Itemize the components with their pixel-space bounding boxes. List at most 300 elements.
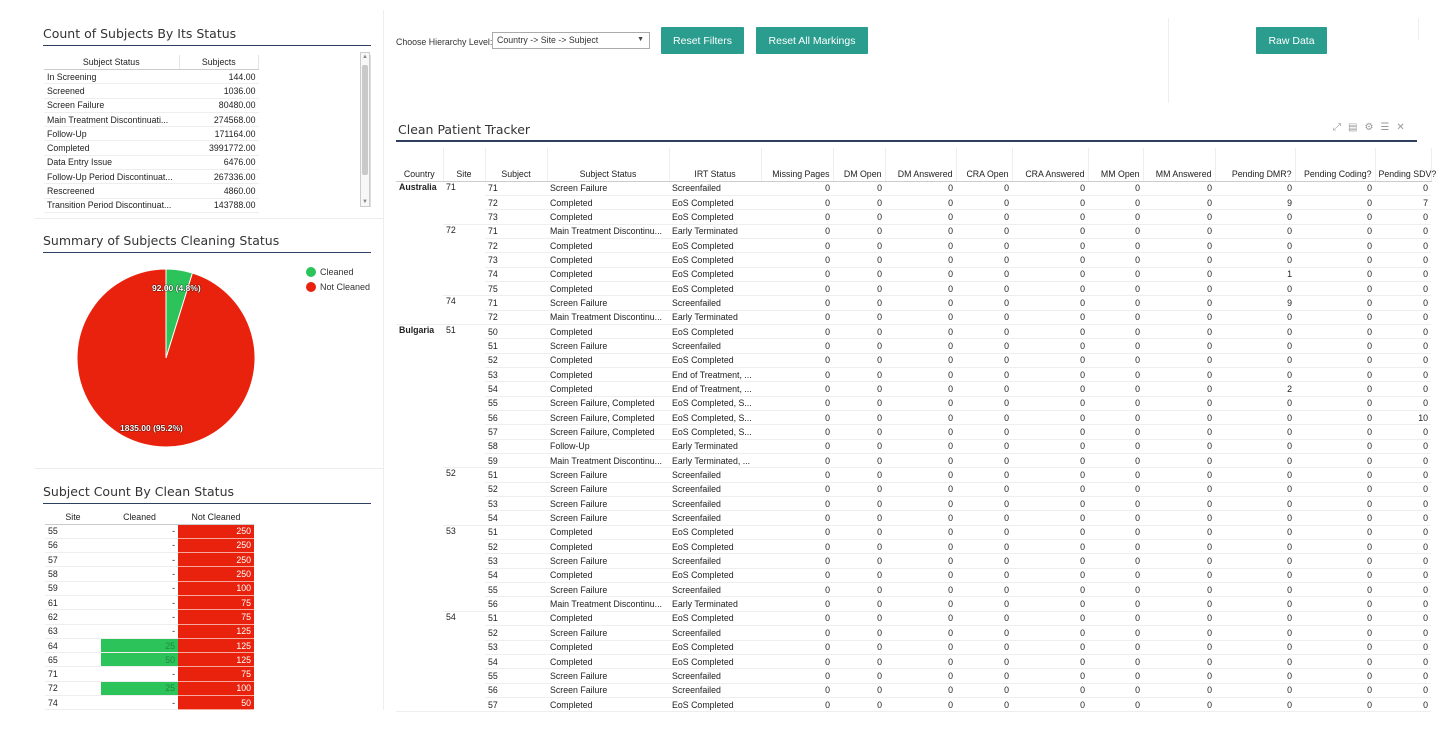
legend-item-cleaned[interactable]: [306, 264, 370, 279]
table-cell: Screenfailed: [669, 482, 761, 496]
clean-row[interactable]: [45, 681, 254, 695]
tracker-col-header[interactable]: IRT Status: [669, 148, 761, 181]
table-cell: [396, 425, 443, 439]
table-cell: 75: [485, 281, 547, 295]
table-cell: 0: [833, 640, 885, 654]
table-cell: 0: [1375, 267, 1431, 281]
table-cell: 0: [833, 425, 885, 439]
table-cell: [443, 396, 485, 410]
table-cell: Completed: [547, 324, 669, 338]
table-cell: 0: [885, 238, 956, 252]
table-cell: 0: [1375, 310, 1431, 324]
status-row[interactable]: [44, 198, 259, 212]
table-cell: Completed: [547, 640, 669, 654]
table-cell: 0: [1375, 640, 1431, 654]
scroll-up-icon[interactable]: ▲: [362, 54, 368, 60]
table-cell: 0: [1375, 382, 1431, 396]
table-row[interactable]: [396, 353, 1431, 367]
clean-row[interactable]: [45, 524, 254, 538]
table-cell: 0: [1143, 568, 1215, 582]
table-cell: 0: [1088, 554, 1143, 568]
table-cell: 0: [1012, 396, 1088, 410]
table-cell: 57: [485, 425, 547, 439]
table-row[interactable]: [396, 540, 1431, 554]
chevron-down-icon: ▼: [637, 36, 644, 43]
table-row[interactable]: [396, 497, 1431, 511]
hierarchy-select[interactable]: [492, 32, 650, 49]
table-cell: 0: [956, 597, 1012, 611]
table-cell: 0: [956, 439, 1012, 453]
table-cell: 54: [446, 611, 456, 622]
clean-row[interactable]: [45, 653, 254, 667]
table-cell: 0: [833, 267, 885, 281]
clean-row[interactable]: [45, 595, 254, 609]
table-cell: Screen Failure: [547, 626, 669, 640]
table-cell: 0: [1215, 367, 1295, 381]
clean-row[interactable]: [45, 610, 254, 624]
table-cell: 0: [1012, 611, 1088, 625]
subjects-count-cell: 4860.00: [179, 184, 259, 198]
status-table-scrollbar[interactable]: [360, 52, 370, 207]
clean-table: [45, 510, 254, 710]
table-cell: 53: [485, 367, 547, 381]
table-cell: 0: [1143, 238, 1215, 252]
status-name-cell: Completed: [44, 141, 179, 155]
scrollbar-thumb[interactable]: [362, 65, 368, 175]
table-row[interactable]: [396, 468, 1431, 482]
table-cell: 0: [956, 339, 1012, 353]
table-row[interactable]: [396, 439, 1431, 453]
table-row[interactable]: [396, 697, 1431, 711]
table-cell: Main Treatment Discontinu...: [547, 310, 669, 324]
table-cell: Screen Failure, Completed: [547, 425, 669, 439]
table-cell: 0: [885, 583, 956, 597]
table-cell: 0: [1295, 238, 1375, 252]
table-cell: 0: [1295, 525, 1375, 539]
status-row[interactable]: [44, 98, 259, 112]
table-cell: 0: [885, 296, 956, 310]
table-cell: 53: [485, 640, 547, 654]
clean-panel: [43, 484, 371, 504]
table-cell: [443, 310, 485, 324]
table-cell: 0: [1088, 525, 1143, 539]
table-cell: End of Treatment, ...: [669, 367, 761, 381]
table-row[interactable]: [396, 583, 1431, 597]
subjects-col-header[interactable]: Subjects: [179, 55, 259, 70]
table-cell: 0: [956, 611, 1012, 625]
table-cell: 0: [1215, 626, 1295, 640]
status-col-header[interactable]: Subject Status: [44, 55, 179, 70]
table-cell: 0: [1295, 640, 1375, 654]
table-row[interactable]: [396, 683, 1431, 697]
table-row[interactable]: [396, 339, 1431, 353]
table-cell: [396, 568, 443, 582]
table-row[interactable]: [396, 611, 1431, 625]
status-row[interactable]: [44, 127, 259, 141]
table-cell: 0: [1375, 697, 1431, 711]
table-cell: [396, 267, 443, 281]
table-cell: [396, 683, 443, 697]
table-cell: 0: [833, 324, 885, 338]
table-cell: 0: [1295, 540, 1375, 554]
table-row[interactable]: [396, 454, 1431, 468]
table-cell: [443, 697, 485, 711]
table-cell: 0: [885, 540, 956, 554]
list-icon[interactable]: ☰: [1380, 122, 1390, 133]
table-cell: 0: [833, 281, 885, 295]
tracker-col-header[interactable]: DM Answered: [885, 148, 956, 181]
table-cell: 0: [885, 339, 956, 353]
table-cell: 0: [1375, 238, 1431, 252]
table-row[interactable]: [396, 669, 1431, 683]
table-cell: 0: [1375, 568, 1431, 582]
status-row[interactable]: [44, 70, 259, 84]
table-cell: 0: [956, 367, 1012, 381]
table-cell: Completed: [547, 281, 669, 295]
tracker-col-header[interactable]: MM Answered: [1143, 148, 1215, 181]
table-row[interactable]: [396, 482, 1431, 496]
tracker-col-header[interactable]: Site: [443, 148, 485, 181]
table-cell: 0: [761, 497, 833, 511]
table-row[interactable]: [396, 310, 1431, 324]
table-cell: Completed: [547, 697, 669, 711]
table-row[interactable]: [396, 238, 1431, 252]
table-row[interactable]: [396, 224, 1431, 238]
table-cell: EoS Completed: [669, 697, 761, 711]
table-cell: 58: [485, 439, 547, 453]
table-cell: 0: [1215, 310, 1295, 324]
table-cell: 0: [1295, 324, 1375, 338]
tracker-title: Clean Patient Tracker: [398, 122, 531, 137]
pie-legend: [306, 264, 370, 294]
table-cell: [443, 568, 485, 582]
table-cell: [396, 454, 443, 468]
tracker-col-header[interactable]: CRA Answered: [1012, 148, 1088, 181]
table-cell: 0: [885, 411, 956, 425]
clean-row[interactable]: [45, 538, 254, 552]
table-cell: 9: [1215, 195, 1295, 209]
table-cell: 0: [1012, 640, 1088, 654]
table-cell: End of Treatment, ...: [669, 382, 761, 396]
clean-row[interactable]: [45, 696, 254, 710]
table-cell: 0: [1088, 367, 1143, 381]
table-cell: [443, 511, 485, 525]
table-row[interactable]: [396, 525, 1431, 539]
pie-panel-title: Summary of Subjects Cleaning Status: [43, 233, 371, 253]
table-cell: [396, 540, 443, 554]
clean-row[interactable]: [45, 638, 254, 652]
table-row[interactable]: [396, 568, 1431, 582]
table-cell: 0: [1088, 511, 1143, 525]
table-cell: 0: [1375, 296, 1431, 310]
table-cell: 0: [956, 511, 1012, 525]
table-cell: 0: [761, 439, 833, 453]
status-name-cell: Data Entry Issue: [44, 155, 179, 169]
table-cell: 0: [1088, 181, 1143, 195]
table-cell: 0: [761, 654, 833, 668]
table-cell: [396, 210, 443, 224]
divider: [35, 468, 383, 469]
table-row[interactable]: [396, 425, 1431, 439]
table-row[interactable]: [396, 554, 1431, 568]
clean-row[interactable]: [45, 667, 254, 681]
table-cell: 0: [1375, 597, 1431, 611]
reset-all-markings-button[interactable]: Reset All Markings: [756, 27, 868, 54]
table-row[interactable]: [396, 511, 1431, 525]
table-cell: 0: [1215, 497, 1295, 511]
not-cleaned-cell: 125: [178, 638, 254, 652]
table-row[interactable]: [396, 640, 1431, 654]
table-cell: Completed: [547, 238, 669, 252]
table-row[interactable]: [396, 324, 1431, 338]
table-row[interactable]: [396, 210, 1431, 224]
table-cell: 0: [761, 353, 833, 367]
not-cleaned-cell: 250: [178, 524, 254, 538]
not-cleaned-cell: 75: [178, 667, 254, 681]
status-row[interactable]: [44, 155, 259, 169]
table-cell: Screen Failure: [547, 482, 669, 496]
table-cell: 52: [485, 540, 547, 554]
table-cell: 0: [833, 568, 885, 582]
table-cell: EoS Completed, S...: [669, 411, 761, 425]
table-cell: Main Treatment Discontinu...: [547, 597, 669, 611]
table-cell: Early Terminated, ...: [669, 454, 761, 468]
not-cleaned-cell: 250: [178, 567, 254, 581]
table-row[interactable]: [396, 654, 1431, 668]
status-row[interactable]: [44, 170, 259, 184]
table-cell: 0: [1012, 238, 1088, 252]
site-cell: 57: [45, 553, 101, 567]
table-cell: 0: [1088, 439, 1143, 453]
clean-row[interactable]: [45, 624, 254, 638]
table-cell: 0: [1143, 296, 1215, 310]
table-row[interactable]: [396, 253, 1431, 267]
table-cell: 0: [1012, 296, 1088, 310]
table-cell: [443, 669, 485, 683]
table-cell: 0: [833, 669, 885, 683]
pie-label-cleaned: 92.00 (4.8%): [152, 283, 201, 293]
table-cell: EoS Completed: [669, 640, 761, 654]
clean-row[interactable]: [45, 553, 254, 567]
clean-row[interactable]: [45, 581, 254, 595]
table-cell: 0: [1088, 310, 1143, 324]
table-cell: 0: [885, 626, 956, 640]
table-cell: Early Terminated: [669, 439, 761, 453]
tracker-col-header[interactable]: MM Open: [1088, 148, 1143, 181]
table-cell: [396, 281, 443, 295]
table-cell: 0: [1088, 210, 1143, 224]
table-cell: 0: [1143, 253, 1215, 267]
cleaned-cell: -: [101, 595, 178, 609]
table-row[interactable]: [396, 626, 1431, 640]
table-cell: Screenfailed: [669, 339, 761, 353]
table-cell: 0: [1295, 396, 1375, 410]
table-cell: 0: [1143, 611, 1215, 625]
table-cell: 0: [956, 195, 1012, 209]
table-cell: Completed: [547, 267, 669, 281]
table-cell: 0: [1012, 324, 1088, 338]
table-cell: 0: [1143, 324, 1215, 338]
table-cell: 55: [485, 396, 547, 410]
expand-icon[interactable]: ⤢: [1333, 122, 1341, 133]
tracker-col-header[interactable]: Subject: [485, 148, 547, 181]
table-cell: 0: [885, 568, 956, 582]
table-cell: 0: [1088, 195, 1143, 209]
tracker-col-header[interactable]: Country: [396, 148, 443, 181]
table-row[interactable]: [396, 281, 1431, 295]
subjects-count-cell: 143788.00: [179, 198, 259, 212]
table-cell: 0: [885, 396, 956, 410]
table-row[interactable]: [396, 181, 1431, 195]
table-cell: 0: [1295, 497, 1375, 511]
hierarchy-select-value: Country -> Site -> Subject: [497, 35, 599, 45]
table-cell: 0: [1295, 568, 1375, 582]
table-cell: 71: [485, 224, 547, 238]
table-cell: Screenfailed: [669, 626, 761, 640]
legend-item-not-cleaned[interactable]: [306, 279, 370, 294]
table-cell: 0: [1012, 554, 1088, 568]
table-cell: 0: [1295, 367, 1375, 381]
table-cell: 0: [1215, 238, 1295, 252]
table-cell: 0: [833, 224, 885, 238]
table-cell: [396, 597, 443, 611]
clean-row[interactable]: [45, 567, 254, 581]
legend-dot-not-cleaned: [306, 282, 316, 292]
scroll-down-icon[interactable]: ▼: [362, 199, 368, 205]
status-row[interactable]: [44, 112, 259, 126]
table-cell: 0: [956, 238, 1012, 252]
table-row[interactable]: [396, 296, 1431, 310]
tracker-col-header[interactable]: Pending DMR?: [1215, 148, 1295, 181]
table-cell: EoS Completed, S...: [669, 396, 761, 410]
cleaned-cell: -: [101, 524, 178, 538]
table-row[interactable]: [396, 382, 1431, 396]
table-cell: 0: [833, 310, 885, 324]
status-row[interactable]: [44, 141, 259, 155]
table-cell: EoS Completed: [669, 238, 761, 252]
table-cell: 51: [446, 324, 456, 335]
table-cell: 0: [1215, 468, 1295, 482]
table-cell: [443, 583, 485, 597]
table-cell: 0: [885, 454, 956, 468]
not-cleaned-cell: 125: [178, 624, 254, 638]
status-table-wrapper: [43, 55, 371, 211]
table-cell: 0: [1295, 482, 1375, 496]
table-cell: [396, 497, 443, 511]
table-row[interactable]: [396, 267, 1431, 281]
cleaned-cell: 25: [101, 638, 178, 652]
site-col-header[interactable]: Site: [45, 510, 101, 524]
table-cell: [443, 683, 485, 697]
table-cell: 0: [885, 468, 956, 482]
table-cell: 0: [1215, 554, 1295, 568]
table-row[interactable]: [396, 411, 1431, 425]
raw-data-button[interactable]: Raw Data: [1256, 27, 1327, 54]
table-cell: 0: [956, 626, 1012, 640]
pie-svg: [76, 268, 256, 448]
table-cell: 0: [1143, 583, 1215, 597]
table-cell: 0: [1143, 654, 1215, 668]
table-cell: 0: [1143, 210, 1215, 224]
not-cleaned-cell: 100: [178, 681, 254, 695]
table-cell: 0: [761, 425, 833, 439]
table-cell: 0: [1012, 525, 1088, 539]
divider: [1168, 18, 1169, 103]
pie-chart[interactable]: [76, 268, 256, 448]
table-cell: 0: [956, 683, 1012, 697]
table-row[interactable]: [396, 367, 1431, 381]
table-cell: 51: [485, 525, 547, 539]
table-cell: 0: [885, 281, 956, 295]
table-cell: 0: [833, 626, 885, 640]
table-cell: 0: [1143, 468, 1215, 482]
table-cell: EoS Completed: [669, 267, 761, 281]
legend-label-not-cleaned: Not Cleaned: [320, 281, 371, 292]
table-cell: 2: [1215, 382, 1295, 396]
cleaned-col-header[interactable]: Cleaned: [101, 510, 178, 524]
table-cell: 0: [833, 454, 885, 468]
table-cell: [396, 654, 443, 668]
table-cell: 0: [1295, 382, 1375, 396]
table-cell: 0: [956, 568, 1012, 582]
table-cell: 0: [956, 296, 1012, 310]
status-row[interactable]: [44, 84, 259, 98]
table-row[interactable]: [396, 396, 1431, 410]
table-cell: 0: [956, 353, 1012, 367]
table-cell: 0: [885, 697, 956, 711]
status-panel: [43, 26, 371, 211]
table-cell: 0: [1375, 396, 1431, 410]
table-row[interactable]: [396, 597, 1431, 611]
tracker-col-header[interactable]: Pending Coding?: [1295, 148, 1375, 181]
table-row[interactable]: [396, 195, 1431, 209]
gear-icon[interactable]: ⚙: [1364, 122, 1374, 133]
table-cell: 0: [1295, 296, 1375, 310]
status-row[interactable]: [44, 184, 259, 198]
table-cell: 0: [1012, 669, 1088, 683]
table-cell: 0: [1215, 353, 1295, 367]
pie-slice-not-cleaned[interactable]: [77, 269, 255, 447]
clean-panel-title: Subject Count By Clean Status: [43, 484, 371, 504]
table-cell: 0: [1295, 583, 1375, 597]
table-cell: 50: [485, 324, 547, 338]
tracker-col-header[interactable]: Missing Pages: [761, 148, 833, 181]
table-cell: 0: [761, 669, 833, 683]
tracker-col-header[interactable]: Pending SDV?: [1375, 148, 1431, 181]
not-cleaned-col-header[interactable]: Not Cleaned: [178, 510, 254, 524]
cleaned-cell: 50: [101, 653, 178, 667]
table-cell: 0: [1012, 310, 1088, 324]
table-cell: 0: [761, 597, 833, 611]
table-cell: [396, 353, 443, 367]
table-cell: 0: [1215, 583, 1295, 597]
reset-filters-button[interactable]: Reset Filters: [661, 27, 744, 54]
tracker-col-header[interactable]: DM Open: [833, 148, 885, 181]
table-cell: 0: [1215, 540, 1295, 554]
table-cell: 0: [833, 210, 885, 224]
tracker-col-header[interactable]: Subject Status: [547, 148, 669, 181]
tracker-col-header[interactable]: CRA Open: [956, 148, 1012, 181]
table-cell: 0: [1012, 597, 1088, 611]
table-cell: 0: [833, 482, 885, 496]
close-icon[interactable]: ✕: [1396, 122, 1405, 133]
status-panel-title: Count of Subjects By Its Status: [43, 26, 371, 46]
table-cell: [396, 296, 443, 310]
table-cell: 0: [833, 468, 885, 482]
table-cell: 0: [956, 468, 1012, 482]
table-cell: 0: [1143, 683, 1215, 697]
export-icon[interactable]: ▤: [1348, 122, 1358, 133]
